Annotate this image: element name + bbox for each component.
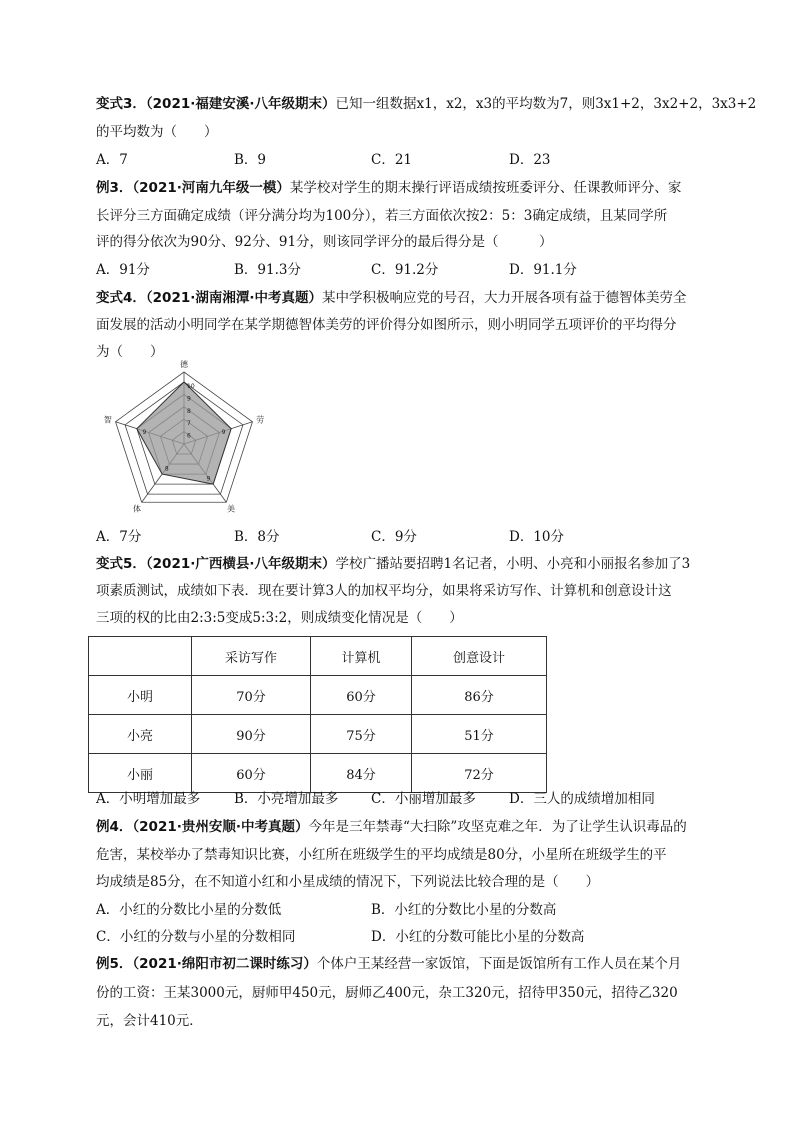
option-c: C．小丽增加最多 (371, 791, 476, 807)
question-v4-line2: 面发展的活动小明同学在某学期德智体美劳的评价得分如图所示，则小明同学五项评价的平均得分 (96, 317, 677, 333)
radar-scale-label: 8 (187, 407, 191, 415)
table-cell: 小明 (89, 676, 192, 715)
question-source: （2021·河南九年级一模） (132, 180, 290, 196)
radar-axis-label: 智 (103, 415, 112, 425)
question-e5-line1 (96, 954, 681, 974)
radar-scale-label: 10 (187, 383, 195, 390)
question-tag: 变式3． (96, 96, 146, 112)
question-tag: 例5． (96, 956, 133, 972)
table-row (89, 754, 547, 793)
option-a: A．7分 (96, 529, 142, 545)
question-tag: 例4． (96, 819, 133, 835)
question-v4-line1 (96, 288, 687, 308)
question-v3-line2: 的平均数为（ ） (96, 124, 218, 140)
option-c: C．9分 (371, 529, 417, 545)
table-cell: 小丽 (89, 754, 192, 793)
question-source: （2021·湖南湘潭·中考真题） (145, 290, 322, 306)
option-a: A．小明增加最多 (96, 791, 201, 807)
radar-axis-label: 德 (180, 360, 188, 369)
table-cell: 72分 (412, 754, 547, 793)
question-tag: 例3． (96, 180, 133, 196)
table-header-cell (89, 637, 192, 676)
option-c: C．21 (371, 152, 413, 168)
radar-score-label: 9 (142, 429, 147, 437)
question-stem: 某中学积极响应党的号召，大力开展各项有益于德智体美劳全 (322, 290, 687, 306)
question-e4-line1 (96, 817, 687, 837)
question-v5-line2: 项素质测试，成绩如下表．现在要计算3人的加权平均分，如果将采访写作、计算机和创意设计这 (96, 583, 672, 599)
radar-scale-label: 6 (187, 432, 191, 440)
table-header-cell: 采访写作 (192, 637, 311, 676)
table-cell: 84分 (311, 754, 412, 793)
radar-axis-label: 美 (227, 504, 236, 514)
radar-scale-label: 7 (187, 420, 191, 428)
table-cell: 60分 (192, 754, 311, 793)
radar-score-label: 9 (221, 429, 226, 437)
question-v5-line1 (96, 554, 690, 574)
option-d: D．91.1分 (509, 262, 577, 278)
question-e5-line3: 元，会计410元． (96, 1013, 203, 1029)
score-table (88, 636, 547, 793)
question-source: （2021·贵州安顺·中考真题） (132, 819, 309, 835)
question-e3-line3: 评的得分依次为90分、92分、91分，则该同学评分的最后得分是（ ） (96, 234, 553, 250)
question-stem: 今年是三年禁毒“大扫除”攻坚克难之年．为了让学生认识毒品的 (308, 819, 687, 835)
question-e3-line1 (96, 178, 681, 198)
question-v5-line3: 三项的权的比由2:3:5变成5:3:2，则成绩变化情况是（ ） (96, 610, 463, 626)
option-c: C．小红的分数与小星的分数相同 (96, 929, 296, 945)
table-cell: 小亮 (89, 715, 192, 754)
table-cell: 75分 (311, 715, 412, 754)
radar-axis-label: 劳 (256, 415, 265, 425)
question-e3-line2: 长评分三方面确定成绩（评分满分均为100分），若三方面依次按2：5：3确定成绩，且某同学所 (96, 208, 668, 224)
radar-score-polygon (137, 382, 231, 484)
question-source: （2021·福建安溪·八年级期末） (145, 96, 336, 112)
question-stem: 个体户王某经营一家饭馆，下面是饭馆所有工作人员在某个月 (316, 956, 682, 972)
table-cell: 90分 (192, 715, 311, 754)
option-d: D．小红的分数可能比小星的分数高 (371, 929, 585, 945)
question-e4-line2: 危害，某校举办了禁毒知识比赛，小红所在班级学生的平均成绩是80分，小星所在班级学生的平 (96, 847, 667, 863)
table-cell: 70分 (192, 676, 311, 715)
option-b: B．91.3分 (234, 262, 301, 278)
question-stem: 某学校对学生的期末操行评语成绩按班委评分、任课教师评分、家 (289, 180, 682, 196)
question-stem: 学校广播站要招聘1名记者，小明、小亮和小丽报名参加了3 (335, 556, 691, 572)
radar-axis-label: 体 (132, 504, 141, 514)
option-d: D．三人的成绩增加相同 (509, 791, 655, 807)
option-a: A．7 (96, 152, 128, 168)
option-b: B．9 (234, 152, 267, 168)
option-a: A．91分 (96, 262, 150, 278)
option-a: A．小红的分数比小星的分数低 (96, 902, 282, 918)
radar-chart (103, 360, 265, 518)
table-row (89, 715, 547, 754)
question-stem: 已知一组数据x1，x2，x3的平均数为7，则3x1+2，3x2+2，3x3+2 (335, 96, 757, 112)
table-header-cell: 创意设计 (412, 637, 547, 676)
table-header-row (89, 637, 547, 676)
option-d: D．10分 (509, 529, 565, 545)
question-source: （2021·广西横县·八年级期末） (145, 556, 336, 572)
question-source: （2021·绵阳市初二课时练习） (132, 956, 317, 972)
question-v3-line1 (96, 94, 756, 114)
radar-scale-label: 9 (187, 395, 191, 403)
table-cell: 51分 (412, 715, 547, 754)
radar-score-area (137, 382, 231, 484)
table-cell: 60分 (311, 676, 412, 715)
question-e4-line3: 均成绩是85分，在不知道小红和小星成绩的情况下，下列说法比较合理的是（ ） (96, 874, 600, 890)
table-row (89, 676, 547, 715)
question-tag: 变式4． (96, 290, 146, 306)
radar-score-label: 8 (164, 465, 169, 473)
question-e5-line2: 份的工资：王某3000元，厨师甲450元，厨师乙400元，杂工320元，招待甲350元，招待乙320 (96, 985, 678, 1001)
option-c: C．91.2分 (371, 262, 439, 278)
option-d: D．23 (509, 152, 551, 168)
option-b: B．8分 (234, 529, 280, 545)
option-b: B．小红的分数比小星的分数高 (371, 902, 557, 918)
table-cell: 86分 (412, 676, 547, 715)
option-b: B．小亮增加最多 (234, 791, 339, 807)
question-v4-line3: 为（ ） (96, 344, 164, 360)
radar-score-label: 9 (206, 475, 211, 483)
question-tag: 变式5． (96, 556, 146, 572)
table-header-cell: 计算机 (311, 637, 412, 676)
